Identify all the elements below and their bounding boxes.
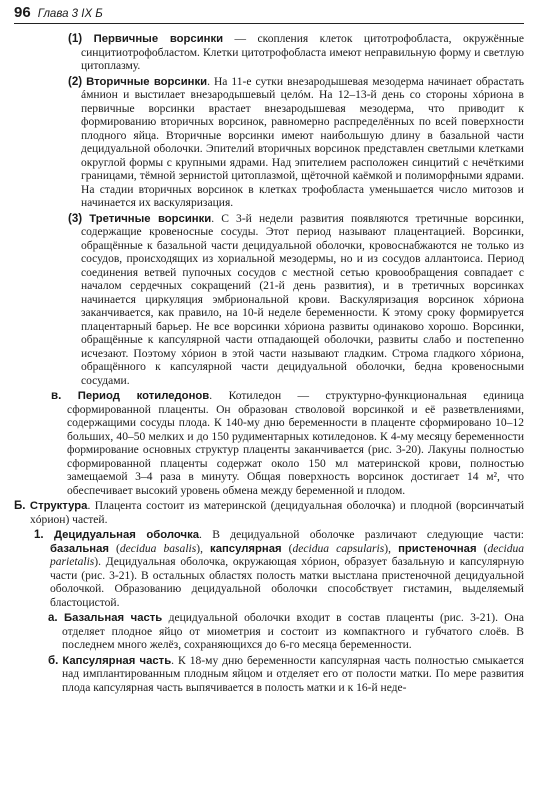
paragraph-text: . К 18-му дню беременности капсулярная часть полностью смыкается над имплантированным плодным яйцом и отделяет его от полости матки. По мере развития плода капсулярная часть выпячивается в полость матки и к 16-й неде- <box>62 654 524 694</box>
term-basalis: базальная <box>50 542 109 555</box>
term-heading: Третичные ворсинки <box>89 212 212 225</box>
item-marker: а. <box>48 612 58 624</box>
latin-capsularis: decidua capsularis <box>292 542 385 555</box>
term-capsularis: капсулярная <box>210 542 282 555</box>
latin-parietalis: decidua parietalis <box>50 542 525 568</box>
term-heading: Структура <box>29 500 88 512</box>
paragraph-text: — скопления клеток цитотрофобласта, окружённые синцитиотрофобластом. Клетки цитотрофобласта имеют неправильную форму и светлую цитоплазму. <box>81 33 524 72</box>
item-marker: в. <box>51 390 62 402</box>
paragraph-capsular-part <box>48 655 524 696</box>
item-marker: (1) <box>68 33 83 45</box>
paragraph-text: . Котиледон — структурно-функциональная единица сформированной плаценты. Он образован стволовой ворсинкой и её разветвлениями, содержащими сосуды плода. К 140-му дню беременности в плаценте сформировано 10–12 больших, 40–50 мелких и до 150 рудиментарных котиледонов. К 4-му месяцу беременности формирование основных структур плаценты заканчивается (рис. 3-20). Лакуны полностью сформированной плаценты содержат около 150 мл материнской крови, полностью замещаемой 3–4 раза в минуту. Общая поверхность ворсинок достигает 14 м², что обеспечивает высокий уровень обмена между беременной и плодом. <box>67 390 524 497</box>
paragraph-text: децидуальной оболочки входит в состав плаценты (рис. 3-21). Она отделяет плодное яйцо от миометрия и состоит из компактного и губчатого слоёв. В последнем много желёз, сохраняющихся до 6-го месяца беременности. <box>62 612 524 651</box>
paragraph-text: . С 3-й недели развития появляются третичные ворсинки, содержащие кровеносные сосуды. Этот период называют плацентацией. Ворсинки, обращённые к базальной части децидуальной оболочки, кровоснабжаются не только из сосудов, происходящих из хориальной мезодермы, но и из сосудов аллантоиса. Период соединения ветвей пупочных сосудов с местной сетью кровообращения совпадает с началом сердечных сокращений (21-й день развития), и в третичных ворсинках начинается циркуляция эмбриональной крови. Васкуляризация ворсинок хóриона заканчивается, как правило, на 10-й неделе беременности. К этому сроку формируется плацентарный барьер. Не все ворсинки хóриона развиты одинаково хорошо. Ворсинки, обращённые к капсулярной части отпадающей оболочки, развиты слабо и постепенно исчезают. Поэтому хóрион в этой части называют гладким. Строма гладкого хóриона, обращённого к капсулярной части децидуальной оболочки, бедна кровеносными сосудами. <box>81 212 525 387</box>
paragraph-decidua: 1. Децидуальная оболочка. В децидуальной оболочке различают следующие части: базальная (decidua basalis), капсулярная (decidua capsularis), пристеночная (decidua parietalis). Децидуальная оболочка, окружающая хóрион, образует базальную и капсулярную части (рис. 3-21). В остальных областях полость матки выстлана пристеночной децидуальной оболочкой. Образованию децидуальной оболочки способствует гистамин, выделяемый бластоцистой. <box>34 529 525 609</box>
term-heading: Базальная часть <box>63 612 163 624</box>
item-marker: Б. <box>14 500 26 512</box>
paragraph-text: . Децидуальная оболочка, окружающая хóрион, образует базальную и капсулярную части (рис. 3-21). В остальных областях полость матки выстлана пристеночной децидуальной оболочкой. Образованию децидуальной оболочки способствует гистамин, выделяемый бластоцистой. <box>50 556 524 609</box>
page-number: 96 <box>14 4 31 21</box>
paragraph-cotyledon-period <box>51 390 524 498</box>
paragraph-text: . В децидуальной оболочке различают следующие части: <box>199 529 525 541</box>
term-heading: Капсулярная часть <box>62 654 172 667</box>
term-heading: Первичные ворсинки <box>93 33 224 45</box>
paragraph-basal-part <box>48 612 524 653</box>
item-marker: б. <box>48 654 59 667</box>
latin-basalis: decidua basalis <box>119 542 197 555</box>
term-parietalis: пристеночная <box>398 542 477 555</box>
item-marker: (3) <box>68 212 83 225</box>
chapter-title: Глава 3 IX Б <box>37 8 103 20</box>
paragraph-tertiary-villi <box>68 213 524 389</box>
paragraph-structure <box>14 500 524 527</box>
paragraph-primary-villi <box>68 33 524 74</box>
term-heading: Вторичные ворсинки <box>86 75 208 88</box>
item-marker: 1. <box>34 529 44 541</box>
paragraph-text: . Плацента состоит из материнской (децидуальная оболочка) и плодной (ворсинчатый хóрион) частей. <box>30 500 524 526</box>
running-header <box>14 4 524 24</box>
paragraph-secondary-villi <box>68 76 524 211</box>
item-marker: (2) <box>68 75 83 88</box>
paragraph-text: . На 11-е сутки внезародышевая мезодерма начинает обрастать áмнион и выстилает внезародышевый целóм. На 12–13-й день со стороны хóриона в первичные ворсинки врастает внезародышевая мезодерма, что приводит к формированию вторичных ворсинок, равномерно распределённых по всей поверхности плодного яйца. Вторичные ворсинки имеют наибольшую длину в базальной части децидуальной оболочки. Эпителий вторичных ворсинок представлен светлыми клетками округлой формы с крупными ядрами. Над эпителием расположен синцитий с нечёткими границами, тёмной зернистой цитоплазмой, щёточной каёмкой и полиморфными ядрами. На стадии вторичных ворсинок в клетках трофобласта уменьшается число митозов и начинается их васкуляризация. <box>81 75 525 209</box>
term-heading: Децидуальная оболочка <box>53 529 200 541</box>
term-heading: Период котиледонов <box>77 390 210 402</box>
